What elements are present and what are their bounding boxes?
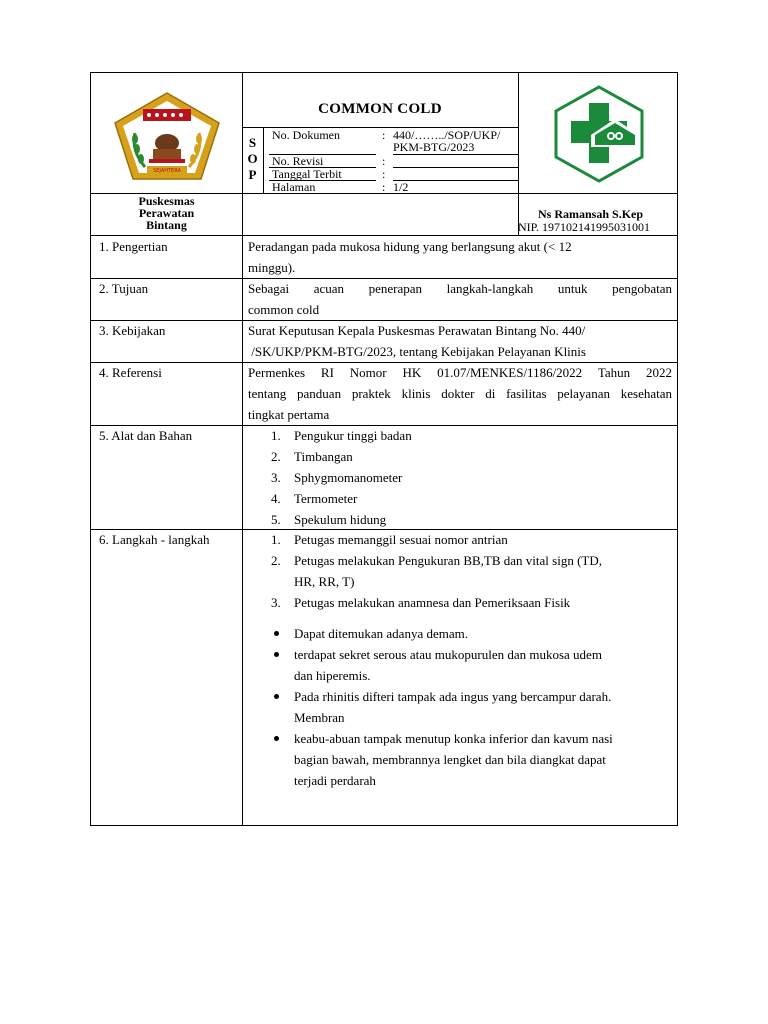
signer-name: Ns Ramansah S.Kep <box>538 207 644 221</box>
organization-name <box>91 195 242 231</box>
row-divider <box>393 154 518 155</box>
sop-content-table <box>90 236 678 826</box>
doc-number-colon: : <box>382 128 386 142</box>
section-label-alat-bahan: 5. Alat dan Bahan <box>99 428 193 443</box>
bullet-text-line-2: Membran <box>294 710 345 725</box>
org-line-1: Puskesmas <box>138 194 195 208</box>
item-text: Timbangan <box>294 449 353 464</box>
bullet-item <box>248 623 672 644</box>
referensi-line-1: Permenkes RI Nomor HK 01.07/MENKES/1186/2022 Tahun 2022 <box>248 365 672 380</box>
signature-row <box>90 193 678 236</box>
org-line-2: Perawatan <box>138 206 195 220</box>
step-text-line-1: Petugas melakukan Pengukuran BB,TB dan vital sign (TD, <box>294 553 602 568</box>
item-text: Pengukur tinggi badan <box>294 428 412 443</box>
doc-number-label: No. Dokumen <box>272 128 340 142</box>
revision-label: No. Revisi <box>272 154 324 168</box>
item-text: Termometer <box>294 491 358 506</box>
step-item <box>248 592 672 613</box>
regency-emblem-icon <box>91 73 242 193</box>
list-item <box>248 467 672 488</box>
bullet-item <box>248 728 672 791</box>
issue-date-label: Tanggal Terbit <box>272 167 342 181</box>
pengertian-line-2: minggu). <box>248 260 296 275</box>
signer-nip: NIP. 197102141995031001 <box>518 220 651 234</box>
bullet-text-line-2: bagian bawah, membrannya lengket dan bila diangkat dapat <box>294 752 606 767</box>
item-number: 1. <box>271 428 281 443</box>
pengertian-line-1: Peradangan pada mukosa hidung yang berlangsung akut (< 12 <box>248 239 572 254</box>
step-number: 2. <box>271 553 281 568</box>
item-text: Sphygmomanometer <box>294 470 403 485</box>
item-text: Spekulum hidung <box>294 512 387 527</box>
issue-date-colon: : <box>382 167 386 181</box>
step-item <box>248 550 672 592</box>
bullet-item <box>248 686 672 728</box>
list-item <box>248 425 672 446</box>
puskesmas-logo-icon <box>519 73 678 193</box>
referensi-line-2: tentang panduan praktek klinis dokter di fasilitas pelayanan kesehatan <box>248 386 672 401</box>
step-text: Petugas memanggil sesuai nomor antrian <box>294 532 508 547</box>
kebijakan-line-1: Surat Keputusan Kepala Puskesmas Perawatan Bintang No. 440/ <box>248 323 586 338</box>
list-item <box>248 446 672 467</box>
bullet-text-line-1: Pada rhinitis difteri tampak ada ingus yang bercampur darah. <box>294 689 612 704</box>
list-item <box>248 488 672 509</box>
step-number: 3. <box>271 595 281 610</box>
column-divider <box>242 193 243 235</box>
sop-letter-s: S <box>248 135 257 150</box>
sop-letter-o: O <box>247 151 258 166</box>
step-item <box>248 529 672 550</box>
referensi-line-3: tingkat pertama <box>248 407 330 422</box>
page-value: 1/2 <box>393 180 409 194</box>
tujuan-line-1: Sebagai acuan penerapan langkah-langkah untuk pengobatan <box>248 281 672 296</box>
sop-title-cell <box>242 73 518 193</box>
bullet-icon <box>274 736 279 741</box>
section-label-pengertian: 1. Pengertian <box>99 239 168 254</box>
bullet-text-line-3: terjadi perdarah <box>294 773 376 788</box>
sop-info-box <box>242 127 518 194</box>
document-title: COMMON COLD <box>318 101 442 117</box>
spacer <box>248 613 672 623</box>
sop-letters <box>242 128 264 194</box>
kebijakan-line-2: /SK/UKP/PKM-BTG/2023, tentang Kebijakan Pelayanan Klinis <box>248 344 586 359</box>
step-text: Petugas melakukan anamnesa dan Pemeriksaan Fisik <box>294 595 571 610</box>
bullet-item <box>248 644 672 686</box>
section-label-referensi: 4. Referensi <box>99 365 162 380</box>
step-number: 1. <box>271 532 281 547</box>
item-number: 2. <box>271 449 281 464</box>
bullet-icon <box>274 631 279 636</box>
sop-letter-p: P <box>248 167 257 182</box>
doc-number-value-line2: PKM-BTG/2023 <box>393 140 475 154</box>
bullet-text: Dapat ditemukan adanya demam. <box>294 626 468 641</box>
item-number: 5. <box>271 512 281 527</box>
page-colon: : <box>382 180 386 194</box>
step-text-line-2: HR, RR, T) <box>294 574 355 589</box>
bullet-text-line-2: dan hiperemis. <box>294 668 371 683</box>
regency-logo-cell <box>91 73 243 193</box>
sop-header <box>90 72 678 194</box>
page-label: Halaman <box>272 180 316 194</box>
bullet-icon <box>274 694 279 699</box>
bullet-text-line-1: terdapat sekret serous atau mukopurulen dan mukosa udem <box>294 647 602 662</box>
langkah-steps-list <box>248 529 672 791</box>
bullet-text-line-1: keabu-abuan tampak menutup konka inferior dan kavum nasi <box>294 731 613 746</box>
item-number: 3. <box>271 470 281 485</box>
doc-number-value-line1: 440/……../SOP/UKP/ <box>393 128 501 142</box>
emblem-ribbon-text: SEJAHTERA <box>153 168 181 174</box>
row-divider <box>393 180 518 181</box>
item-number: 4. <box>271 491 281 506</box>
bullet-icon <box>274 652 279 657</box>
org-line-3: Bintang <box>146 218 187 232</box>
row-divider <box>393 167 518 168</box>
section-label-kebijakan: 3. Kebijakan <box>99 323 166 338</box>
section-label-langkah: 6. Langkah - langkah <box>99 532 210 547</box>
tujuan-line-2: common cold <box>248 302 320 317</box>
revision-colon: : <box>382 154 386 168</box>
section-label-tujuan: 2. Tujuan <box>99 281 149 296</box>
puskesmas-logo-cell <box>518 73 678 193</box>
alat-bahan-list <box>248 425 672 530</box>
column-divider <box>242 236 243 825</box>
list-item <box>248 509 672 530</box>
